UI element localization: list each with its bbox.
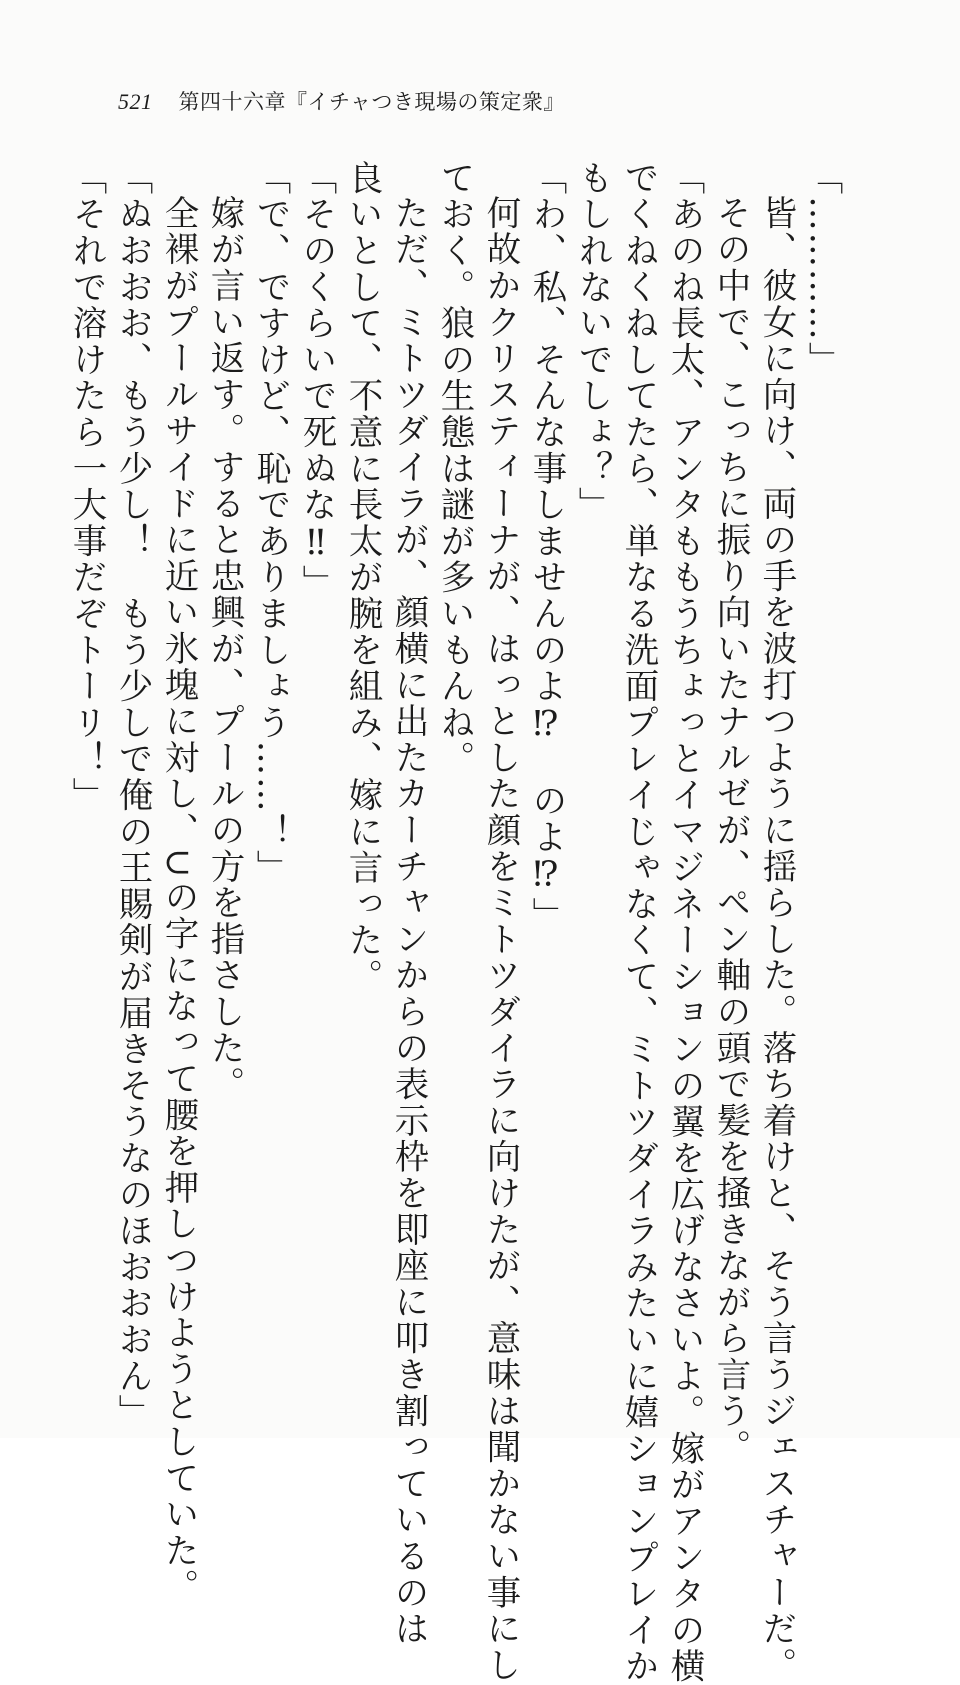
text-line: でくねくねしてたら、単なる洗面プレイじゃなくて、ミトツダイラみたいに嬉ションプレイか <box>618 160 658 1685</box>
text-line: 「そのくらいで死ぬな‼」 <box>296 160 336 602</box>
text-line: その中で、こっちに振り向いたナルゼが、ペン軸の頭で髪を掻きながら言う。 <box>710 194 750 1465</box>
text-line: 嫁が言い返す。すると忠興が、プールの方を指さした。 <box>204 194 244 1102</box>
text-line: 「わ、私、そんな事しませんのよ⁉ のよ⁉」 <box>526 160 566 934</box>
page-number: 521 <box>118 89 153 114</box>
text-line: 「それで溶けたら一大事だぞトーリ！」 <box>66 160 106 814</box>
text-line: 「…………」 <box>802 160 842 378</box>
chapter-title: 第四十六章『イチャつき現場の策定衆』 <box>178 90 565 114</box>
text-line: 良いとして、不意に長太が腕を組み、嫁に言った。 <box>342 160 382 995</box>
text-line: ておく。狼の生態は謎が多いもんね。 <box>434 160 474 778</box>
text-line: 「で、ですけど、恥でありましょう……！」 <box>250 160 290 886</box>
text-line: 「あのね長太、アンタももうちょっとイマジネーションの翼を広げなさいよ。嫁がアンタの横 <box>664 160 704 1685</box>
text-line: 全裸がプールサイドに近い氷塊に対し、∪の字になって腰を押しつけようとしていた。 <box>158 194 198 1605</box>
text-line: ただ、ミトツダイラが、顔横に出たカーチャンからの表示枠を即座に叩き割っているのは <box>388 194 428 1647</box>
text-line: 「ぬおおお、もう少し！ もう少しで俺の王賜剣が届きそうなのほおおおん」 <box>112 160 152 1431</box>
vertical-body-text <box>66 160 845 1685</box>
text-line: もしれないでしょ？」 <box>572 160 612 523</box>
text-line: 何故かクリスティーナが、はっとした顔をミトツダイラに向けたが、意味は聞かない事にし <box>480 194 520 1683</box>
text-line: 皆、彼女に向け、両の手を波打つように揺らした。落ち着けと、そう言うジェスチャーだ。 <box>756 194 796 1683</box>
running-header <box>118 86 565 118</box>
